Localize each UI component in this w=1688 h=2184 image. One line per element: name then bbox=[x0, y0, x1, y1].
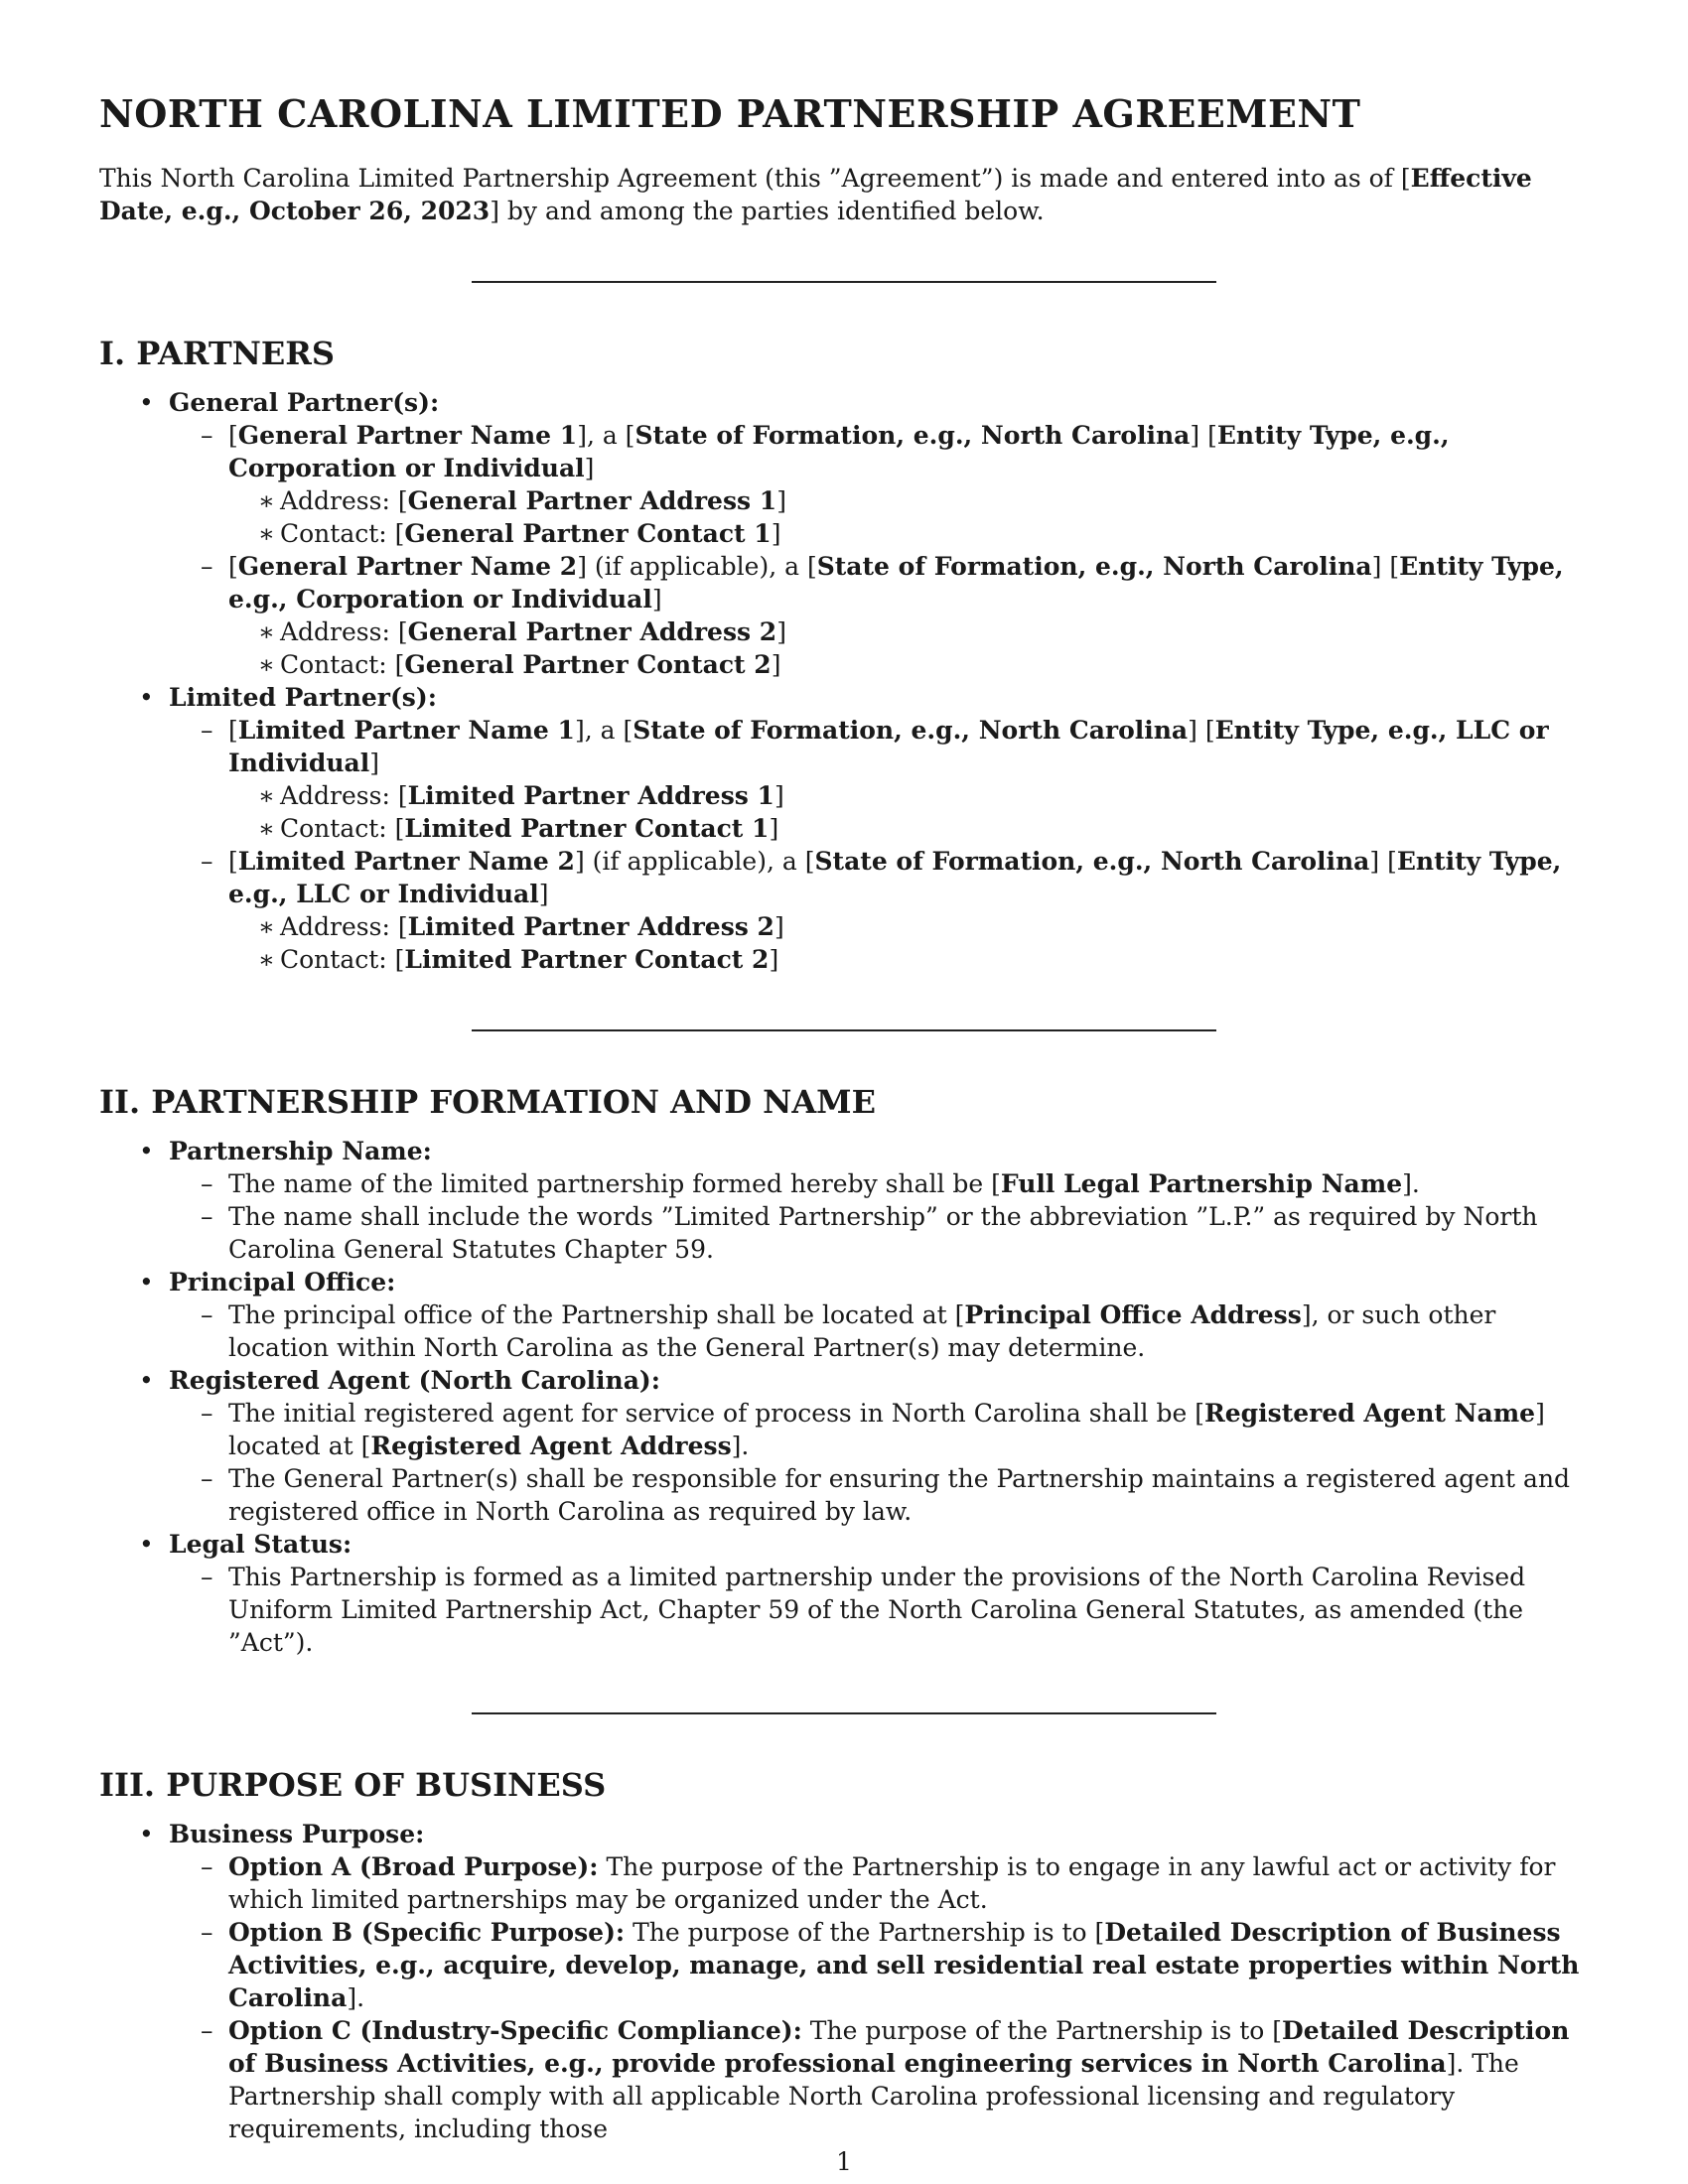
list-item: – The principal office of the Partnership shall be located at [Principal Office Address], or such other location within North Carolina as the General Partner(s) may determine. bbox=[201, 1300, 1496, 1362]
list-item: ∗ Contact: [General Partner Contact 1] bbox=[258, 519, 781, 548]
section-divider bbox=[472, 281, 1216, 283]
list-item: • Partnership Name: – The name of the limited partnership formed hereby shall be [Full Legal Partnership Name]. – The name shall include the words ”Limited Partnership” or the abbreviation ”L.P.” as required by North Carolina General Statutes Chapter 59. bbox=[99, 1135, 1589, 1266]
intro-paragraph: This North Carolina Limited Partnership Agreement (this ”Agreement”) is made and entered into as of [Effective Date, e.g., October 26, 2023] by and among the parties identified below. bbox=[99, 164, 1532, 225]
list-item: – [General Partner Name 1], a [State of Formation, e.g., North Carolina] [Entity Type, e.g., Corporation or Individual] ∗ Address: [General Partner Address 1] ∗ Contact: [General Partner Contact 1] bbox=[169, 419, 1589, 550]
section-heading-partners: I. PARTNERS bbox=[99, 335, 335, 372]
list-item: – This Partnership is formed as a limited partnership under the provisions of the North Carolina Revised Uniform Limited Partnership Act, Chapter 59 of the North Carolina General Statutes, as amended (the ”Act”). bbox=[201, 1563, 1526, 1657]
section-divider bbox=[472, 1712, 1216, 1714]
section-heading-formation: II. PARTNERSHIP FORMATION AND NAME bbox=[99, 1083, 876, 1121]
list-item: ∗ Contact: [General Partner Contact 2] bbox=[258, 650, 781, 679]
list-item: ∗ Address: [Limited Partner Address 2] bbox=[258, 912, 784, 941]
list-item: ∗ Contact: [Limited Partner Contact 1] bbox=[258, 814, 779, 843]
document-title: NORTH CAROLINA LIMITED PARTNERSHIP AGREEMENT bbox=[99, 91, 1361, 136]
list-item: – [Limited Partner Name 1], a [State of Formation, e.g., North Carolina] [Entity Type, e.g., LLC or Individual] ∗ Address: [Limited Partner Address 1] ∗ Contact: [Limited Partner Contact 1] bbox=[169, 714, 1589, 845]
section-heading-purpose: III. PURPOSE OF BUSINESS bbox=[99, 1766, 607, 1804]
list-item: – Option A (Broad Purpose): The purpose of the Partnership is to engage in any lawful act or activity for which limited partnerships may be organized under the Act. bbox=[201, 1852, 1556, 1914]
list-item: • Legal Status: – This Partnership is formed as a limited partnership under the provisions of the North Carolina Revised Uniform Limited Partnership Act, Chapter 59 of the North Carolina General Statutes, as amended (the ”Act”). bbox=[99, 1528, 1589, 1659]
list-item: – The initial registered agent for service of process in North Carolina shall be [Registered Agent Name] located at [Registered Agent Address]. bbox=[201, 1399, 1545, 1460]
list-item: – [General Partner Name 2] (if applicable), a [State of Formation, e.g., North Carolina] [Entity Type, e.g., Corporation or Individual] ∗ Address: [General Partner Address 2] ∗ Contact: [General Partner Contact 2] bbox=[169, 550, 1589, 681]
list-item: • Principal Office: – The principal office of the Partnership shall be located at [Principal Office Address], or such other location within North Carolina as the General Partner(s) may determine. bbox=[99, 1266, 1589, 1364]
effective-date-placeholder: Effective Date, e.g., October 26, 2023 bbox=[99, 164, 1532, 225]
list-item: • Business Purpose: – Option A (Broad Purpose): The purpose of the Partnership is to engage in any lawful act or activity for which limited partnerships may be organized under the Act. – Option B (Specific Purpose): The purpose of the Partnership is to [Detailed Description of Business Activities, e.g., acquire, develop, manage, and sell residential real estate properties within North Carolina]. – Option C (Industry-Specific Compliance): The purpose of the Partnership is to [Detailed Description of Business Activities, e.g., provide professional engineering services in North Carolina]. The Partnership shall comply with all applicable North Carolina professional licensing and regulatory requirements, including those bbox=[99, 1818, 1589, 2145]
list-item: ∗ Address: [General Partner Address 2] bbox=[258, 617, 786, 646]
list-item: – Option C (Industry-Specific Compliance): The purpose of the Partnership is to [Detailed Description of Business Activities, e.g., provide professional engineering services in North Carolina]. The Partnership shall comply with all applicable North Carolina professional licensing and regulatory requirements, including those bbox=[201, 2016, 1570, 2143]
page-number: 1 bbox=[836, 2147, 852, 2176]
list-item: – Option B (Specific Purpose): The purpose of the Partnership is to [Detailed Description of Business Activities, e.g., acquire, develop, manage, and sell residential real estate properties within North Carolina]. bbox=[201, 1918, 1580, 2012]
document-page bbox=[99, 91, 1589, 2145]
purpose-list bbox=[99, 1818, 1589, 2145]
list-item: ∗ Address: [Limited Partner Address 1] bbox=[258, 781, 784, 810]
list-item: • General Partner(s): – [General Partner Name 1], a [State of Formation, e.g., North Carolina] [Entity Type, e.g., Corporation or Individual] ∗ Address: [General Partner Address 1] ∗ Contact: [General Partner Contact 1] – [General Partner Name 2] (if applicable), a [State of Formation, e.g., North Carolina] [Entity Type, e.g., Corporation or Individual] ∗ Address: [General Partner Address 2] ∗ Contact: [General Partner Contact 2] bbox=[99, 386, 1589, 681]
partners-list bbox=[99, 386, 1589, 976]
list-item: – The General Partner(s) shall be responsible for ensuring the Partnership maintains a registered agent and registered office in North Carolina as required by law. bbox=[201, 1464, 1571, 1526]
formation-list bbox=[99, 1135, 1589, 1659]
section-divider bbox=[472, 1029, 1216, 1031]
list-item: ∗ Address: [General Partner Address 1] bbox=[258, 486, 786, 515]
list-item: – The name shall include the words ”Limited Partnership” or the abbreviation ”L.P.” as required by North Carolina General Statutes Chapter 59. bbox=[201, 1202, 1538, 1264]
list-item: • Registered Agent (North Carolina): – The initial registered agent for service of process in North Carolina shall be [Registered Agent Name] located at [Registered Agent Address]. – The General Partner(s) shall be responsible for ensuring the Partnership maintains a registered agent and registered office in North Carolina as required by law. bbox=[99, 1364, 1589, 1528]
list-item: – [Limited Partner Name 2] (if applicable), a [State of Formation, e.g., North Carolina] [Entity Type, e.g., LLC or Individual] ∗ Address: [Limited Partner Address 2] ∗ Contact: [Limited Partner Contact 2] bbox=[169, 845, 1589, 976]
list-item: ∗ Contact: [Limited Partner Contact 2] bbox=[258, 945, 779, 974]
list-item: • Limited Partner(s): – [Limited Partner Name 1], a [State of Formation, e.g., North Carolina] [Entity Type, e.g., LLC or Individual] ∗ Address: [Limited Partner Address 1] ∗ Contact: [Limited Partner Contact 1] – [Limited Partner Name 2] (if applicable), a [State of Formation, e.g., North Carolina] [Entity Type, e.g., LLC or Individual] ∗ Address: [Limited Partner Address 2] ∗ Contact: [Limited Partner Contact 2] bbox=[99, 681, 1589, 976]
list-item: – The name of the limited partnership formed hereby shall be [Full Legal Partnership Name]. bbox=[201, 1169, 1420, 1198]
